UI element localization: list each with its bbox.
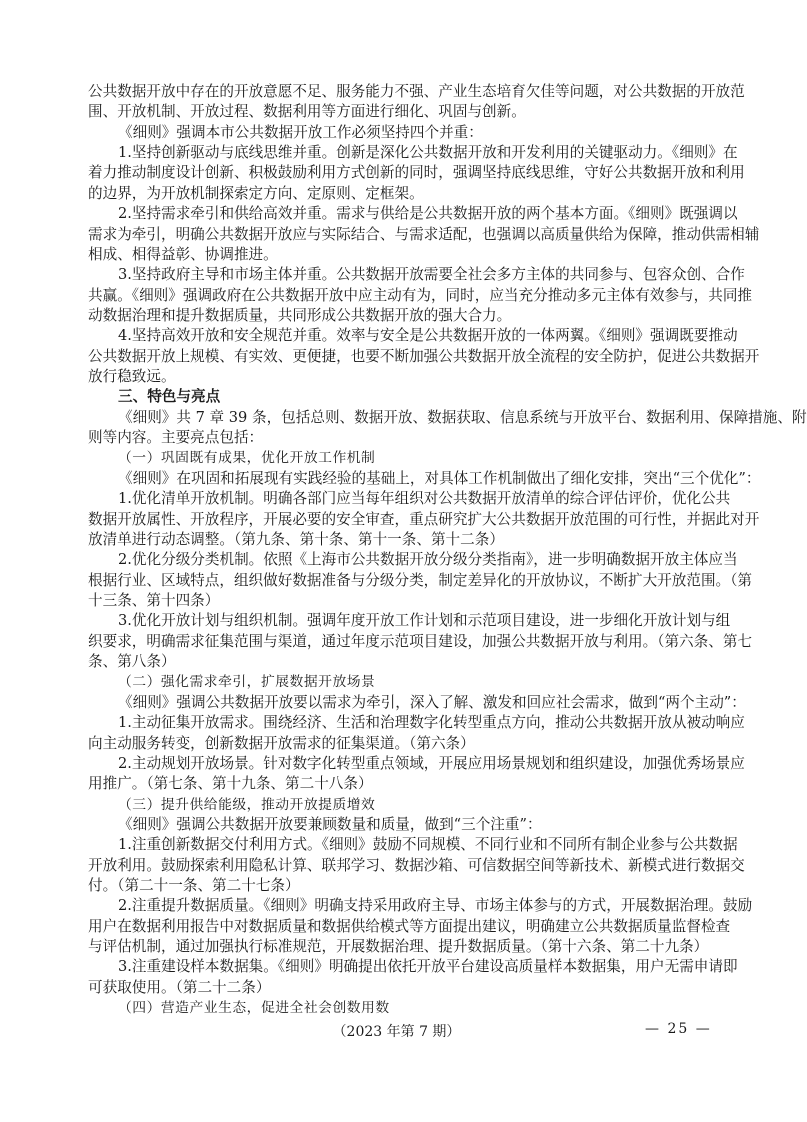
text-line: 公共数据开放中存在的开放意愿不足、服务能力不强、产业生态培育欠佳等问题，对公共数据的开放范: [88, 83, 745, 100]
text-line: 《细则》强调本市公共数据开放工作必须坚持四个并重：: [118, 123, 483, 141]
paragraph: [88, 957, 738, 998]
text-line: 用户在数据利用报告中对数据质量和数据供给模式等方面提出建议，明确建立公共数据质量监督检查: [88, 917, 731, 935]
text-line: 十三条、第十四条）: [88, 591, 220, 609]
text-line: 围、开放机制、开放过程、数据利用等方面进行细化、巩固与创新。: [88, 103, 526, 121]
text-line: 《细则》共 7 章 39 条，包括总则、数据开放、数据获取、信息系统与开放平台、数据利用、保障措施、附: [118, 408, 807, 426]
text-line: （二）强化需求牵引，扩展数据开放场景: [118, 674, 376, 691]
text-line: 放行稳致远。: [88, 368, 176, 386]
text-line: 的边界，为开放机制探索定方向、定原则、定框架。: [88, 184, 424, 202]
text-line: （三）提升供给能级，推动开放提质增效: [118, 796, 376, 813]
text-line: 着力推动制度设计创新、积极鼓励利用方式创新的同时，强调坚持底线思维，守好公共数据开放和利用: [88, 164, 745, 182]
paragraph: [88, 693, 746, 713]
paragraph: [88, 143, 745, 204]
paragraph: [88, 754, 745, 795]
text-line: 2.主动规划开放场景。针对数字化转型重点领域，开展应用场景规划和组织建设，加强优秀场景应: [118, 754, 745, 772]
section-heading: [88, 387, 706, 407]
subsection-heading: [88, 448, 706, 468]
page-number: — 25 —: [645, 1021, 712, 1037]
text-line: 付。（第二十一条、第二十七条）: [88, 877, 300, 895]
text-line: 《细则》强调公共数据开放要以需求为牵引，深入了解、激发和回应社会需求，做到“两个主动”：: [118, 693, 746, 711]
subsection-heading: [88, 998, 706, 1018]
text-line: 用推广。（第七条、第十九条、第二十八条）: [88, 775, 373, 793]
text-line: 1.优化清单开放机制。明确各部门应当每年组织对公共数据开放清单的综合评估评价，优化公共: [118, 490, 731, 508]
text-line: 共赢。《细则》强调政府在公共数据开放中应主动有为，同时，应当充分推动多元主体有效参与，共同推: [88, 286, 753, 304]
text-line: 与评估机制，通过加强执行标准规范，开展数据治理、提升数据质量。（第十六条、第二十九条）: [88, 938, 709, 956]
footer-issue-label: （2023 年第 7 期）: [332, 1024, 461, 1040]
text-line: 3.优化开放计划与组织机制。强调年度开放工作计划和示范项目建设，进一步细化开放计划与组: [118, 612, 731, 630]
paragraph: [88, 123, 706, 143]
text-line: 放清单进行动态调整。（第九条、第十条、第十一条、第十二条）: [88, 530, 504, 548]
text-line: 三、特色与亮点: [118, 388, 221, 406]
paragraph: [88, 82, 745, 123]
article-body: [88, 82, 807, 1019]
text-line: 条、第八条）: [88, 653, 176, 671]
text-line: 动数据治理和提升数据质量，共同形成公共数据开放的强大合力。: [88, 306, 512, 324]
paragraph: [88, 815, 706, 835]
text-line: 根据行业、区域特点，组织做好数据准备与分级分类，制定差异化的开放协议，不断扩大开放范围。（第: [88, 571, 753, 589]
text-line: （一）巩固既有成果，优化开放工作机制: [118, 450, 376, 467]
paragraph: [88, 835, 745, 896]
text-line: 《细则》强调公共数据开放要兼顾数量和质量，做到“三个注重”：: [118, 815, 542, 833]
text-line: 公共数据开放上规模、有实效、更便捷，也要不断加强公共数据开放全流程的安全防护，促进公共数据开: [88, 347, 760, 365]
text-line: 向主动服务转变，创新数据开放需求的征集渠道。（第六条）: [88, 734, 475, 752]
text-line: 开放利用。鼓励探索利用隐私计算、联邦学习、数据沙箱、可信数据空间等新技术、新模式进行数据交: [88, 856, 745, 874]
paragraph: [88, 550, 753, 611]
text-line: 1.注重创新数据交付利用方式。《细则》鼓励不同规模、不同行业和不同所有制企业参与公共数据: [118, 836, 738, 854]
text-line: 2.优化分级分类机制。依照《上海市公共数据开放分级分类指南》，进一步明确数据开放主体应当: [118, 551, 738, 569]
text-line: 3.注重建设样本数据集。《细则》明确提出依托开放平台建设高质量样本数据集，用户无需申请即: [118, 958, 738, 976]
text-line: 《细则》在巩固和拓展现有实践经验的基础上，对具体工作机制做出了细化安排，突出“三个优化”：: [118, 469, 761, 487]
text-line: 3.坚持政府主导和市场主体并重。公共数据开放需要全社会多方主体的共同参与、包容众创、合作: [118, 266, 745, 284]
text-line: 织要求，明确需求征集范围与渠道，通过年度示范项目建设，加强公共数据开放与利用。（第六条、第七: [88, 632, 753, 650]
text-line: 2.坚持需求牵引和供给高效并重。需求与供给是公共数据开放的两个基本方面。《细则》既强调以: [118, 205, 738, 223]
paragraph: [88, 204, 760, 265]
paragraph: [88, 469, 761, 489]
text-line: 可获取使用。（第二十二条）: [88, 978, 271, 996]
text-line: 1.主动征集开放需求。围绕经济、生活和治理数字化转型重点方向，推动公共数据开放从被动响应: [118, 714, 745, 732]
paragraph: [88, 489, 760, 550]
text-line: 则等内容。主要亮点包括：: [88, 429, 264, 447]
paragraph: [88, 408, 807, 449]
text-line: 2.注重提升数据质量。《细则》明确支持采用政府主导、市场主体参与的方式，开展数据治理。鼓励: [118, 897, 753, 915]
text-line: 相成、相得益彰、协调推进。: [88, 245, 278, 263]
text-line: 1.坚持创新驱动与底线思维并重。创新是深化公共数据开放和开发利用的关键驱动力。《细则》在: [118, 144, 738, 162]
text-line: （四）营造产业生态，促进全社会创数用数: [118, 1000, 390, 1017]
subsection-heading: [88, 672, 706, 692]
text-line: 需求为牵引，明确公共数据开放应与实际结合、与需求适配，也强调以高质量供给为保障，推动供需相辅: [88, 225, 760, 243]
paragraph: [88, 896, 753, 957]
paragraph: [88, 326, 760, 387]
paragraph: [88, 611, 753, 672]
text-line: 数据开放属性、开放程序，开展必要的安全审查，重点研究扩大公共数据开放范围的可行性，并据此对开: [88, 510, 760, 528]
text-line: 4.坚持高效开放和安全规范并重。效率与安全是公共数据开放的一体两翼。《细则》强调既要推动: [118, 327, 738, 345]
paragraph: [88, 713, 745, 754]
paragraph: [88, 265, 753, 326]
subsection-heading: [88, 795, 706, 815]
